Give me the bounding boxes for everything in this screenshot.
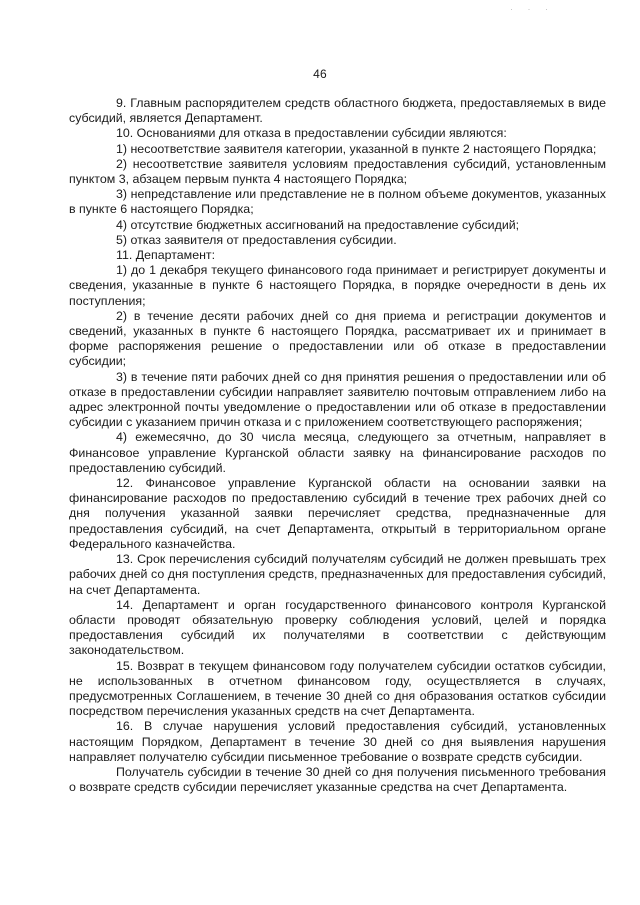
scan-marks: · · · [510, 4, 554, 14]
document-body [69, 96, 606, 795]
paragraph-11-2: 2) в течение десяти рабочих дней со дня приема и регистрации документов и сведений, указанных в пункте 6 настоящего Порядка, рассматривает их и принимает в форме распоряжения решение о предоставлении или об отказе в предоставлении субсидии; [69, 308, 606, 369]
paragraph-15: 15. Возврат в текущем финансовом году получателем субсидии остатков субсидии, не использованных в отчетном финансовом году, осуществляется в случаях, предусмотренных Соглашением, в течение 30 дней со дня образования остатков субсидии посредством перечисления указанных средств на счет Департамента. [69, 658, 606, 719]
paragraph-16-continuation: Получатель субсидии в течение 30 дней со дня получения письменного требования о возврате средств субсидии перечисляет указанные средства на счет Департамента. [69, 764, 606, 795]
paragraph-11-4: 4) ежемесячно, до 30 числа месяца, следующего за отчетным, направляет в Финансовое управление Курганской области заявку на финансирование расходов по предоставлению субсидий. [69, 430, 606, 475]
paragraph-14: 14. Департамент и орган государственного финансового контроля Курганской области проводят обязательную проверку соблюдения условий, целей и порядка предоставления субсидий их получателями в соответствии с действующим законодательством. [69, 597, 606, 658]
paragraph-11-3: 3) в течение пяти рабочих дней со дня принятия решения о предоставлении или об отказе в предоставлении субсидии направляет заявителю почтовым отправлением либо на адрес электронной почты уведомление о предоставлении или об отказе в предоставлении субсидии с указанием причин отказа и с приложением соответствующего распоряжения; [69, 369, 606, 430]
paragraph-10-1: 1) несоответствие заявителя категории, указанной в пункте 2 настоящего Порядка; [116, 141, 597, 156]
paragraph-9: 9. Главным распорядителем средств областного бюджета, предоставляемых в виде субсидий, является Департамент. [69, 96, 606, 126]
paragraph-10: 10. Основаниями для отказа в предоставлении субсидии являются: [116, 126, 507, 141]
paragraph-10-5: 5) отказ заявителя от предоставления субсидии. [116, 232, 397, 247]
paragraph-11: 11. Департамент: [116, 248, 216, 263]
paragraph-11-1: 1) до 1 декабря текущего финансового года принимает и регистрирует документы и сведения, указанные в пункте 6 настоящего Порядка, в порядке очередности в день их поступления; [69, 263, 606, 308]
page-number: 46 [313, 67, 327, 81]
paragraph-16: 16. В случае нарушения условий предоставления субсидий, установленных настоящим Порядком, Департамент в течение 30 дней со дня выявления нарушения направляет получателю субсидии письменное требование о возврате средств субсидии. [69, 719, 606, 764]
paragraph-13: 13. Срок перечисления субсидий получателям субсидий не должен превышать трех рабочих дней со дня поступления средств, предназначенных для предоставления субсидий, на счет Департамента. [69, 552, 606, 597]
paragraph-10-2: 2) несоответствие заявителя условиям предоставления субсидий, установленным пунктом 3, абзацем первым пункта 4 настоящего Порядка; [69, 156, 606, 187]
paragraph-10-3: 3) непредставление или представление не в полном объеме документов, указанных в пункте 6 настоящего Порядка; [69, 187, 606, 217]
paragraph-12: 12. Финансовое управление Курганской области на основании заявки на финансирование расходов по предоставлению субсидий в течение трех рабочих дней со дня получения указанной заявки перечисляет средства, предназначенные для предоставления субсидий, на счет Департамента, открытый в территориальном органе Федерального казначейства. [69, 476, 606, 551]
paragraph-10-4: 4) отсутствие бюджетных ассигнований на предоставление субсидий; [116, 217, 520, 232]
